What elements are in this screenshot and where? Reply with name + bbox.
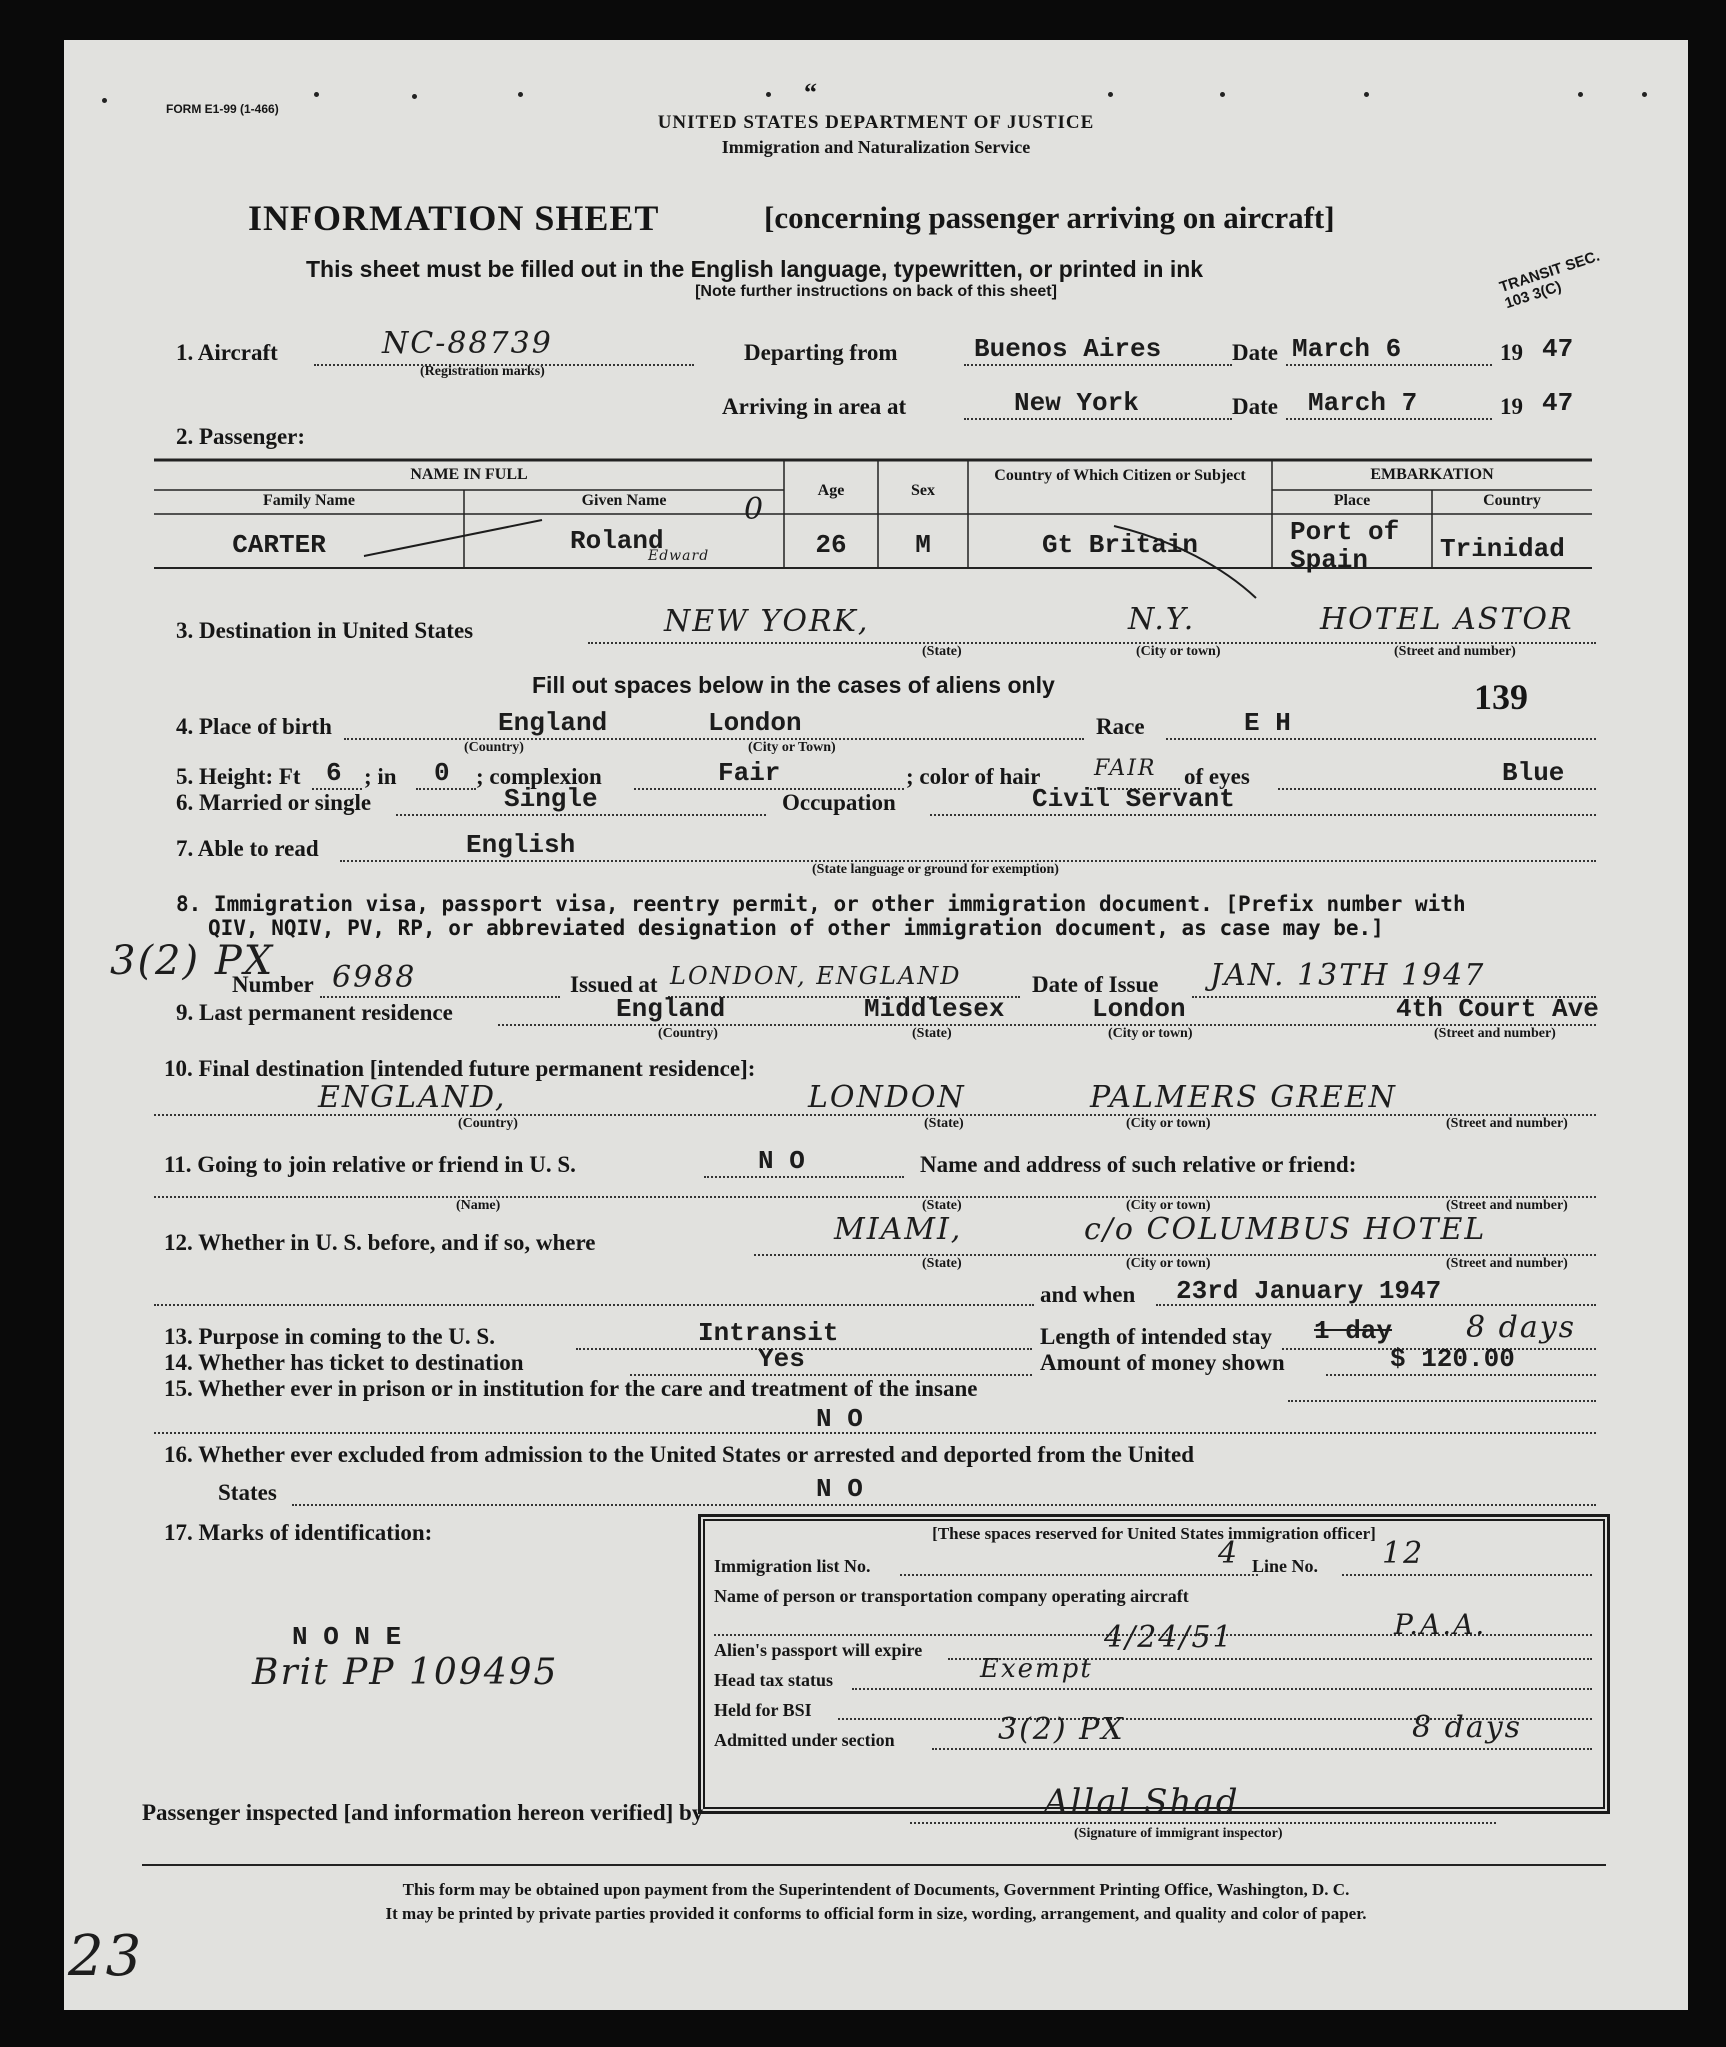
- residence-label: 9. Last permanent residence: [176, 1000, 453, 1025]
- eyes-label: of eyes: [1184, 764, 1250, 789]
- birth-city: London: [708, 708, 802, 738]
- before-label: 12. Whether in U. S. before, and if so, where: [164, 1230, 596, 1255]
- destination-city: N.Y.: [1128, 602, 1196, 637]
- transit-stamp: TRANSIT SEC. 103 3(C): [1497, 247, 1602, 313]
- before-state: MIAMI,: [834, 1212, 963, 1247]
- final-country-caption: (Country): [458, 1116, 518, 1131]
- prison-value: N O: [816, 1404, 863, 1434]
- birth-city-caption: (City or Town): [748, 740, 836, 755]
- inspector-signature: Allal Shad: [1044, 1782, 1240, 1822]
- form-subtitle: [concerning passenger arriving on aircraft]: [764, 200, 1335, 235]
- birth-country: England: [498, 708, 608, 738]
- occupation-label: Occupation: [782, 790, 896, 815]
- residence-state: Middlesex: [864, 994, 1005, 1024]
- sex-header: Sex: [911, 482, 935, 499]
- quote-mark: “: [804, 78, 817, 107]
- race-value: E H: [1244, 708, 1291, 738]
- embarkation-header: EMBARKATION: [1370, 466, 1494, 483]
- operator-label: Name of person or transportation company operating aircraft: [714, 1586, 1189, 1606]
- excluded-label-2: States: [218, 1480, 277, 1505]
- length-value: 1 day: [1314, 1316, 1393, 1346]
- final-city: PALMERS GREEN: [1090, 1080, 1397, 1115]
- ticket-value: Yes: [758, 1344, 805, 1374]
- section-value: 3(2) PX: [998, 1712, 1125, 1747]
- eyes-value: Blue: [1502, 758, 1565, 788]
- complexion-value: Fair: [718, 758, 781, 788]
- before-when-value: 23rd January 1947: [1176, 1276, 1442, 1306]
- age-value: 26: [815, 530, 847, 560]
- destination-street: HOTEL ASTOR: [1320, 602, 1574, 637]
- passport-expire-value: 4/24/51: [1104, 1620, 1234, 1655]
- residence-state-caption: (State): [912, 1026, 952, 1041]
- marks-handwritten: Brit PP 109495: [252, 1652, 559, 1693]
- residence-city: London: [1092, 994, 1186, 1024]
- page-number-handwritten: 23: [68, 1924, 144, 1989]
- height-inches: 0: [434, 758, 450, 788]
- residence-city-caption: (City or town): [1108, 1026, 1193, 1041]
- departing-date-label: Date: [1232, 340, 1278, 365]
- form-sheet: [64, 40, 1688, 2010]
- given-name-header: Given Name: [581, 492, 667, 509]
- length-label: Length of intended stay: [1040, 1324, 1272, 1349]
- join-value: N O: [758, 1146, 805, 1176]
- marks-label: 17. Marks of identification:: [164, 1520, 433, 1545]
- document-number: 6988: [332, 960, 417, 995]
- money-value: $ 120.00: [1390, 1344, 1515, 1374]
- section-handwritten: 8 days: [1412, 1710, 1523, 1745]
- before-city-caption: (City or town): [1126, 1256, 1211, 1271]
- join-name-label: Name and address of such relative or friend:: [920, 1152, 1357, 1177]
- footer-rule: [142, 1864, 1606, 1866]
- marks-value: N O N E: [292, 1622, 402, 1652]
- margin-annotation: 3(2) PX: [110, 938, 275, 984]
- read-label: 7. Able to read: [176, 836, 319, 861]
- join-label: 11. Going to join relative or friend in U. S.: [164, 1152, 576, 1177]
- country-header: Country: [1483, 492, 1541, 509]
- instruction-note: [Note further instructions on back of this sheet]: [695, 283, 1057, 300]
- purpose-value: Intransit: [698, 1318, 839, 1348]
- aliens-only-note: Fill out spaces below in the cases of aliens only: [532, 672, 1055, 698]
- final-state: LONDON: [808, 1080, 966, 1115]
- officer-box-title: [These spaces reserved for United States immigration officer]: [932, 1524, 1376, 1543]
- issue-date-label: Date of Issue: [1032, 972, 1159, 997]
- line-no-value: 12: [1382, 1536, 1425, 1571]
- race-label: Race: [1096, 714, 1145, 739]
- stamped-number: 139: [1474, 677, 1528, 717]
- residence-street-caption: (Street and number): [1434, 1026, 1556, 1041]
- arriving-year: 47: [1542, 388, 1574, 418]
- service-name: Immigration and Naturalization Service: [721, 137, 1031, 157]
- embark-country-value: Trinidad: [1440, 534, 1565, 564]
- citizenship-header: Country of Which Citizen or Subject: [994, 467, 1246, 484]
- final-country: ENGLAND,: [318, 1080, 507, 1115]
- height-feet: 6: [326, 758, 342, 788]
- length-handwritten: 8 days: [1466, 1310, 1577, 1345]
- passenger-label: 2. Passenger:: [176, 424, 306, 449]
- arriving-year-prefix: 19: [1500, 394, 1523, 419]
- departing-from: Buenos Aires: [974, 334, 1162, 364]
- destination-state-caption: (State): [922, 644, 962, 659]
- ticket-label: 14. Whether has ticket to destination: [164, 1350, 524, 1375]
- aircraft-label: 1. Aircraft: [176, 340, 278, 365]
- money-label: Amount of money shown: [1040, 1350, 1285, 1375]
- bsi-label: Held for BSI: [714, 1700, 812, 1720]
- document-label-line1: 8. Immigration visa, passport visa, reentry permit, or other immigration document. [Prefix number with: [176, 892, 1466, 916]
- hair-label: ; color of hair: [906, 764, 1041, 789]
- arriving-date-label: Date: [1232, 394, 1278, 419]
- form-number: FORM E1-99 (1-466): [166, 102, 279, 116]
- footer-line-1: This form may be obtained upon payment from the Superintendent of Documents, Government Printing Office, Washington, D. C.: [402, 1880, 1350, 1899]
- join-name-caption: (Name): [456, 1198, 501, 1213]
- final-street-caption: (Street and number): [1446, 1116, 1568, 1131]
- purpose-label: 13. Purpose in coming to the U. S.: [164, 1324, 495, 1349]
- arriving-at: New York: [1014, 388, 1139, 418]
- head-tax-value: Exempt: [980, 1654, 1093, 1684]
- destination-street-caption: (Street and number): [1394, 644, 1516, 659]
- excluded-label: 16. Whether ever excluded from admission to the United States or arrested and deported from the United: [164, 1442, 1195, 1467]
- given-name-handwritten: Edward: [648, 548, 710, 564]
- join-state-caption: (State): [922, 1198, 962, 1213]
- instruction-text: This sheet must be filled out in the English language, typewritten, or printed in ink: [306, 256, 1204, 282]
- join-city-caption: (City or town): [1126, 1198, 1211, 1213]
- join-street-caption: (Street and number): [1446, 1198, 1568, 1213]
- arriving-date: March 7: [1308, 388, 1418, 418]
- aircraft-registration: NC-88739: [382, 326, 553, 361]
- family-name-value: CARTER: [232, 530, 326, 560]
- marital-value: Single: [504, 784, 598, 814]
- arriving-label: Arriving in area at: [722, 394, 907, 419]
- residence-country-caption: (Country): [658, 1026, 718, 1041]
- birth-country-caption: (Country): [464, 740, 524, 755]
- hair-value: FAIR: [1094, 756, 1157, 781]
- before-city: c/o COLUMBUS HOTEL: [1084, 1212, 1487, 1247]
- given-name-mark: 0: [744, 492, 766, 527]
- embark-place-value: Port of Spain: [1290, 517, 1400, 575]
- birth-label: 4. Place of birth: [176, 714, 332, 739]
- signature-caption: (Signature of immigrant inspector): [1074, 1826, 1283, 1841]
- excluded-value: N O: [816, 1474, 863, 1504]
- place-header: Place: [1333, 492, 1371, 509]
- issue-date-value: JAN. 13TH 1947: [1210, 958, 1486, 993]
- citizenship-value: Gt Britain: [1041, 530, 1199, 560]
- head-tax-label: Head tax status: [714, 1670, 834, 1690]
- residence-street: 4th Court Ave: [1396, 994, 1599, 1024]
- final-destination-label: 10. Final destination [intended future permanent residence]:: [164, 1056, 756, 1081]
- sex-value: M: [915, 530, 931, 560]
- footer-line-2: It may be printed by private parties provided it conforms to official form in size, wording, arrangement, and quality and color of paper.: [385, 1904, 1367, 1923]
- final-state-caption: (State): [924, 1116, 964, 1131]
- immigration-list-value: 4: [1218, 1536, 1240, 1571]
- read-value: English: [466, 830, 576, 860]
- line-no-label: Line No.: [1252, 1556, 1319, 1576]
- name-in-full-header: NAME IN FULL: [410, 466, 528, 483]
- destination-label: 3. Destination in United States: [176, 618, 474, 643]
- departing-year: 47: [1542, 334, 1574, 364]
- document-number-label: Number: [232, 972, 314, 997]
- section-label: Admitted under section: [714, 1730, 895, 1750]
- destination-city-caption: (City or town): [1136, 644, 1221, 659]
- complexion-label: ; complexion: [476, 764, 602, 789]
- destination-state: NEW YORK,: [664, 604, 870, 639]
- department-name: UNITED STATES DEPARTMENT OF JUSTICE: [657, 112, 1095, 133]
- before-street-caption: (Street and number): [1446, 1256, 1568, 1271]
- issued-at-label: Issued at: [570, 972, 658, 997]
- registration-caption: (Registration marks): [420, 364, 545, 379]
- before-state-caption: (State): [922, 1256, 962, 1271]
- immigration-list-label: Immigration list No.: [714, 1556, 871, 1576]
- residence-country: England: [616, 994, 726, 1024]
- passport-expire-label: Alien's passport will expire: [714, 1640, 923, 1660]
- family-name-header: Family Name: [263, 492, 355, 509]
- inches-label: ; in: [364, 764, 397, 789]
- inspected-label: Passenger inspected [and information hereon verified] by: [142, 1800, 704, 1825]
- occupation-value: Civil Servant: [1032, 784, 1235, 814]
- height-label: 5. Height: Ft: [176, 764, 301, 789]
- departing-year-prefix: 19: [1500, 340, 1523, 365]
- departing-label: Departing from: [744, 340, 898, 365]
- given-name-value: Roland: [570, 526, 664, 556]
- read-caption: (State language or ground for exemption): [812, 862, 1059, 877]
- document-label-line2: QIV, NQIV, PV, RP, or abbreviated designation of other immigration document, as case may be.]: [208, 916, 1384, 940]
- departing-date: March 6: [1292, 334, 1402, 364]
- marital-label: 6. Married or single: [176, 790, 372, 815]
- issued-at-value: LONDON, ENGLAND: [670, 962, 962, 990]
- final-city-caption: (City or town): [1126, 1116, 1211, 1131]
- before-when-label: and when: [1040, 1282, 1136, 1307]
- operator-value: P.A.A.: [1394, 1608, 1487, 1641]
- form-title: INFORMATION SHEET: [248, 198, 660, 238]
- prison-label: 15. Whether ever in prison or in institution for the care and treatment of the insane: [164, 1376, 978, 1401]
- age-header: Age: [817, 482, 845, 499]
